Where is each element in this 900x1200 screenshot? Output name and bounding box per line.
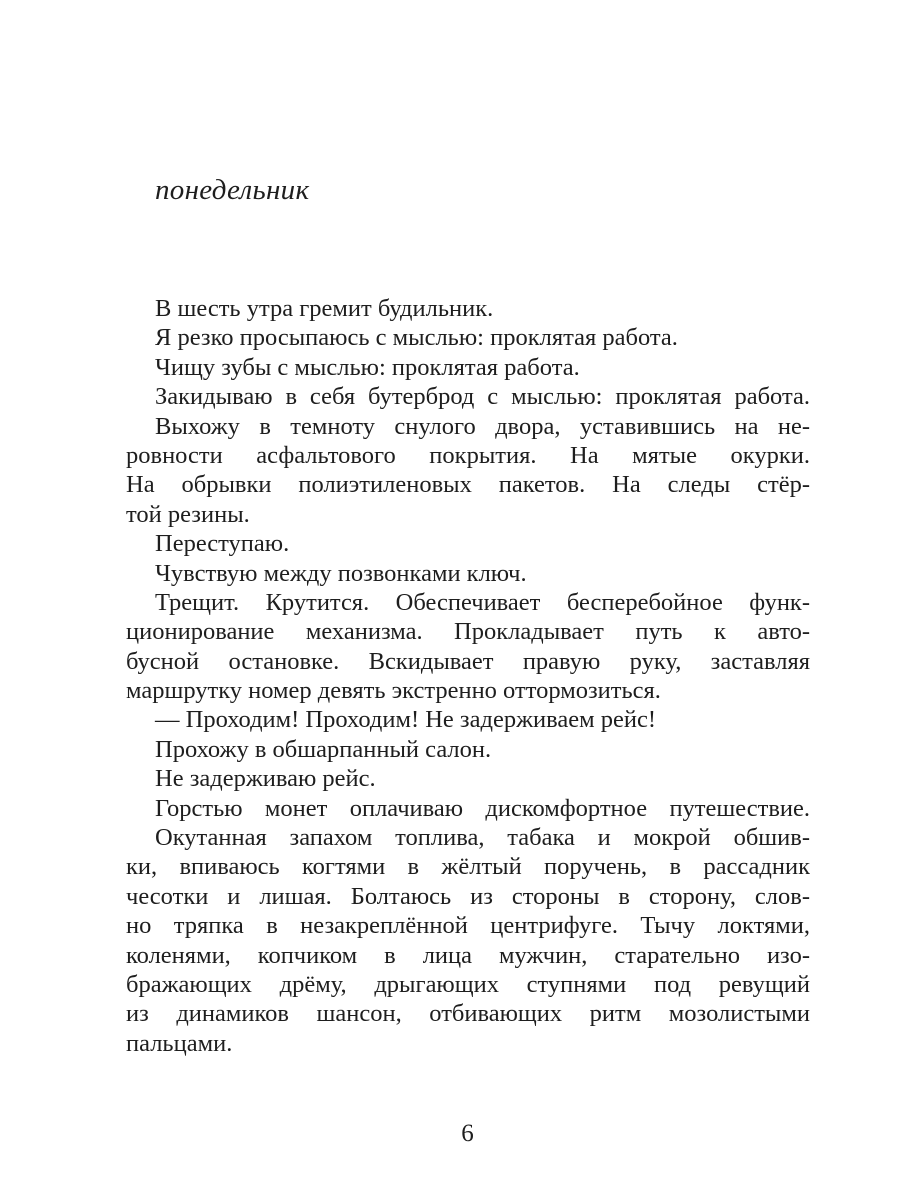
- page-number: 6: [461, 1120, 474, 1147]
- text-line: Выхожу в темноту снулого двора, уставившись на не-: [155, 412, 810, 440]
- text-line: ровности асфальтового покрытия. На мятые окурки.: [126, 441, 810, 469]
- text-line: той резины.: [126, 500, 250, 528]
- text-line: Горстью монет оплачиваю дискомфортное путешествие.: [155, 794, 810, 822]
- text-line: Переступаю.: [155, 530, 290, 558]
- text-line: — Проходим! Проходим! Не задерживаем рейс!: [155, 706, 657, 734]
- text-line: Трещит. Крутится. Обеспечивает бесперебойное функ-: [155, 588, 810, 616]
- chapter-title: понедельник: [155, 174, 310, 206]
- body-text: [126, 294, 810, 1058]
- text-line: Я резко просыпаюсь с мыслью: проклятая работа.: [155, 324, 678, 352]
- text-line: но тряпка в незакреплённой центрифуге. Тычу локтями,: [126, 912, 810, 940]
- text-line: бражающих дрёму, дрыгающих ступнями под ревущий: [126, 970, 810, 998]
- text-line: На обрывки полиэтиленовых пакетов. На следы стёр-: [126, 471, 810, 499]
- text-line: маршрутку номер девять экстренно оттормозиться.: [126, 677, 661, 705]
- text-line: коленями, копчиком в лица мужчин, старательно изо-: [126, 941, 810, 969]
- text-line: бусной остановке. Вскидывает правую руку, заставляя: [126, 647, 810, 675]
- text-line: Чувствую между позвонками ключ.: [155, 559, 527, 587]
- text-line: ки, впиваюсь когтями в жёлтый поручень, в рассадник: [126, 853, 810, 881]
- text-line: Окутанная запахом топлива, табака и мокрой обшив-: [155, 824, 810, 852]
- text-line: из динамиков шансон, отбивающих ритм мозолистыми: [126, 1000, 810, 1028]
- text-line: В шесть утра гремит будильник.: [155, 295, 494, 322]
- text-line: Чищу зубы с мыслью: проклятая работа.: [155, 353, 580, 381]
- text-line: Закидываю в себя бутерброд с мыслью: проклятая работа.: [155, 383, 810, 411]
- text-line: пальцами.: [126, 1029, 233, 1057]
- text-line: Не задерживаю рейс.: [155, 765, 376, 793]
- text-line: Прохожу в обшарпанный салон.: [155, 735, 492, 763]
- text-line: ционирование механизма. Прокладывает путь к авто-: [126, 618, 810, 646]
- text-line: чесотки и лишая. Болтаюсь из стороны в сторону, слов-: [126, 882, 810, 910]
